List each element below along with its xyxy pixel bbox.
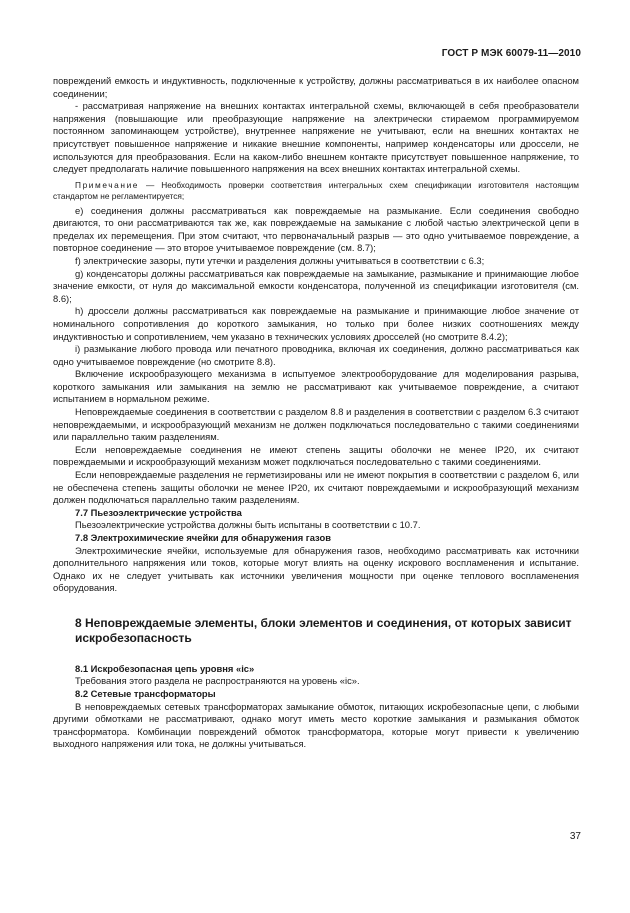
list-item: е) соединения должны рассматриваться как повреждаемые на размыкание. Если соединения свободно двигаются, то они рассматриваются так же, как повреждаемые на замыкание с любой частью электрической цепи в пределах их перемещения. При этом считают, что первоначальный разрыв — это одно учитываемое повреждение, а повторное соединение — это второе учитываемое повреждение (см. 8.7); xyxy=(53,204,579,254)
subsection-title-8-2: 8.2 Сетевые трансформаторы xyxy=(75,687,216,699)
note-label: Примечание xyxy=(75,179,140,190)
note xyxy=(53,180,579,203)
list-item: h) дроссели должны рассматриваться как повреждаемые на размыкание и принимающие любое значение от номинального сопротивления до короткого замыкания, но только при более низких соотношениях между индуктивностью и сопротивлением, чем указано в технических условиях дросселей (но смотрите 8.4.2); xyxy=(53,305,579,342)
list-item: g) конденсаторы должны рассматриваться как повреждаемые на замыкание, размыкание и принимающие любое значение емкости, от нуля до максимальной емкости конденсатора, полученной из спецификации изготовителя (см. 8.6); xyxy=(53,267,579,304)
paragraph: Включение искрообразующего механизма в испытуемое электрооборудование для моделирования разрыва, короткого замыкания или замыкания на землю не рассматривают как учитываемое повреждение, а считают испытанием в нормальном режиме. xyxy=(53,368,579,405)
list-item: i) размыкание любого провода или печатного проводника, включая их соединения, должно рассматриваться как одно учитываемое повреждение (но смотрите 8.8). xyxy=(53,343,579,367)
subsection-title-8-1: 8.1 Искробезопасная цепь уровня «ic» xyxy=(75,662,255,674)
section-title-8: 8 Неповреждаемые элементы, блоки элементов и соединения, от которых зависит искробезопасность xyxy=(75,615,572,646)
subsection-title-7-8: 7.8 Электрохимические ячейки для обнаружения газов xyxy=(75,532,331,543)
subsection-title-7-7: 7.7 Пьезоэлектрические устройства xyxy=(75,506,242,518)
paragraph: Если неповреждаемые разделения не герметизированы или не имеют покрытия в соответствии с разделом 6, или не обеспечена степень защиты оболочки не менее IP20, их считают повреждаемыми и искрообразующий механизм должен подключаться параллельно таким разделениям. xyxy=(53,469,579,506)
paragraph: Если неповреждаемые соединения не имеют степень защиты оболочки не менее IP20, их считают повреждаемыми и искрообразующий механизм может подключаться последовательно с такими соединениями. xyxy=(53,443,579,468)
paragraph: повреждений емкость и индуктивность, подключенные к устройству, должны рассматриваться в их наиболее опасном соединении; xyxy=(53,75,579,99)
page-number: 37 xyxy=(569,831,581,842)
document-body xyxy=(53,75,579,751)
paragraph: Пьезоэлектрические устройства должны быть испытаны в соответствии с 10.7. xyxy=(75,519,421,531)
paragraph: Требования этого раздела не распространяются на уровень «ic». xyxy=(75,675,360,687)
document-header: ГОСТ Р МЭК 60079-11—2010 xyxy=(441,48,581,59)
paragraph: - рассматривая напряжение на внешних контактах интегральной схемы, включающей в себя преобразователи напряжения (повышающие или преобразующие напряжение на электрически стираемом программируемом постоянном запоминающем устройстве), внутреннее напряжение не учитывают, если на внешних контактах не присутствует повышенное напряжение и никакие внешние компоненты, например конденсаторы или дроссели, не используются для преобразования. Если на каком-либо внешнем контакте присутствует повышенное напряжение, то следует предполагать наличие повышенного напряжения на всех внешних контактах интегральной схемы. xyxy=(53,100,579,175)
list-item: f) электрические зазоры, пути утечки и разделения должны учитываться в соответствии с 6.3; xyxy=(75,254,485,266)
paragraph: Электрохимические ячейки, используемые для обнаружения газов, необходимо рассматривать как источники дополнительного напряжения или токов, которые могут влиять на оценку искрового воспламенения и испытание. Однако их не следует учитывать как источники увеличения мощности при оценке теплового воспламенения оборудования. xyxy=(53,544,579,594)
note-text: — Необходимость проверки соответствия интегральных схем спецификации изготовителя настоящим стандартом не регламентируется; xyxy=(53,179,579,202)
paragraph: Неповреждаемые соединения в соответствии с разделом 8.8 и разделения в соответствии с разделом 6.3 считают неповреждаемыми, и искрообразующий механизм не должен подключаться последовательно с такими соединениями или параллельно таким разделениям. xyxy=(53,406,579,443)
paragraph: В неповреждаемых сетевых трансформаторах замыкание обмоток, питающих искробезопасные цепи, с любыми другими обмотками не рассматривают, однако могут иметь место короткие замыкания и размыкания обмоток трансформатора. Комбинации повреждений обмоток трансформатора, которые могут привести к увеличению выходного напряжения или тока, не должны учитываться. xyxy=(53,700,579,750)
